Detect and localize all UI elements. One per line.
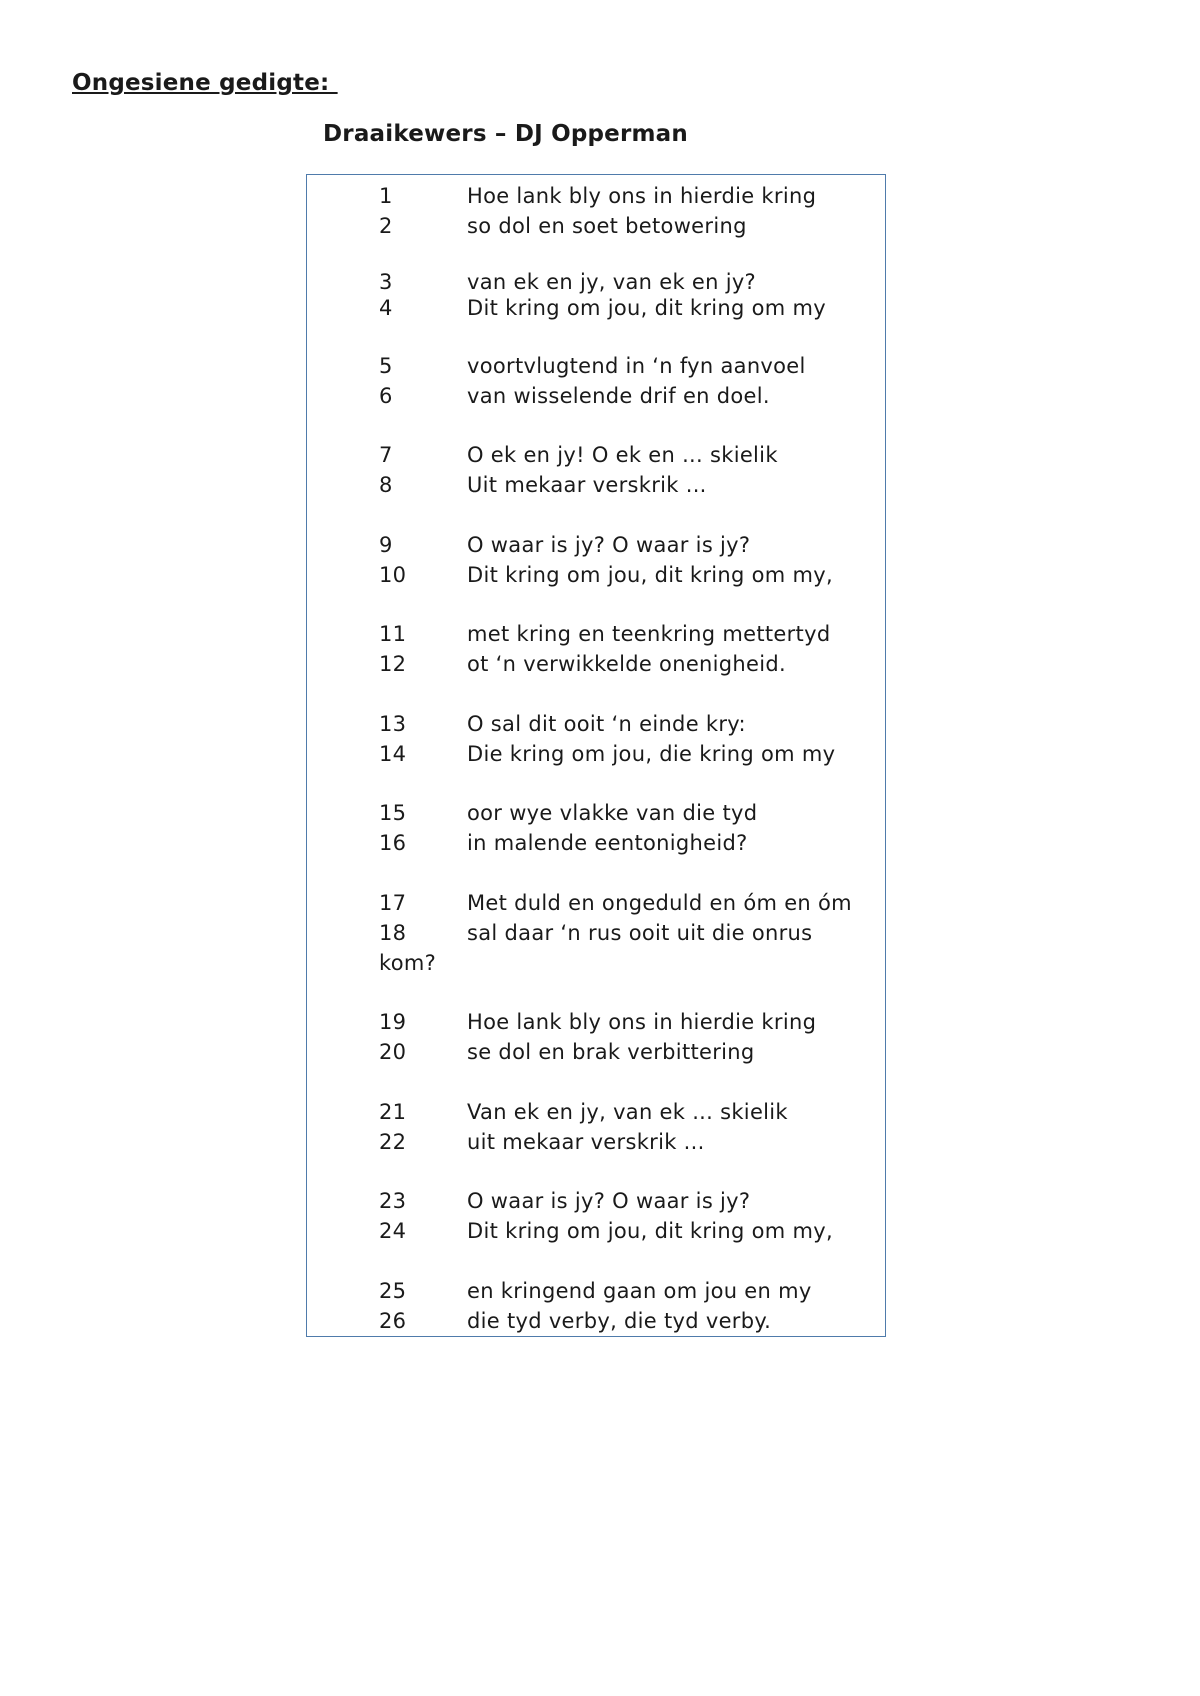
line-number: 23 — [379, 1189, 407, 1213]
verse-line — [379, 1306, 879, 1336]
line-number: 8 — [379, 473, 393, 497]
stanza-6 — [379, 619, 879, 679]
line-number: 2 — [379, 214, 393, 238]
line-number: 20 — [379, 1040, 407, 1064]
line-text: so dol en soet betowering — [467, 214, 747, 238]
line-number: 26 — [379, 1309, 407, 1333]
line-number: 24 — [379, 1219, 407, 1243]
line-text: en kringend gaan om jou en my — [467, 1279, 812, 1303]
line-text: voortvlugtend in ‘n fyn aanvoel — [467, 354, 806, 378]
line-text: van ek en jy, van ek en jy? — [467, 270, 757, 294]
line-number: 21 — [379, 1100, 407, 1124]
line-text: O waar is jy? O waar is jy? — [467, 533, 751, 557]
verse-line — [379, 293, 879, 323]
stanza-8 — [379, 798, 879, 858]
verse-line — [379, 1007, 879, 1037]
stanza-12 — [379, 1186, 879, 1246]
page-heading: Ongesiene gedigte: — [72, 70, 338, 96]
verse-line — [379, 351, 879, 381]
verse-line — [379, 1037, 879, 1067]
line-number: 3 — [379, 270, 393, 294]
line-text: Dit kring om jou, dit kring om my, — [467, 563, 833, 587]
stanza-11 — [379, 1097, 879, 1157]
line-text: met kring en teenkring mettertyd — [467, 622, 831, 646]
line-number: 17 — [379, 891, 407, 915]
line-number: 14 — [379, 742, 407, 766]
verse-line — [379, 1216, 879, 1246]
line-number: 11 — [379, 622, 407, 646]
line-text: ot ‘n verwikkelde onenigheid. — [467, 652, 786, 676]
stanza-5 — [379, 530, 879, 590]
line-number: 16 — [379, 831, 407, 855]
verse-line — [379, 739, 879, 769]
line-text: Van ek en jy, van ek ... skielik — [467, 1100, 788, 1124]
verse-line — [379, 181, 879, 211]
verse-line — [379, 560, 879, 590]
verse-line — [379, 709, 879, 739]
line-text: Met duld en ongeduld en óm en óm — [467, 891, 852, 915]
verse-line — [379, 1186, 879, 1216]
line-number: 7 — [379, 443, 393, 467]
verse-line — [379, 828, 879, 858]
line-text: O sal dit ooit ‘n einde kry: — [467, 712, 746, 736]
verse-line — [379, 649, 879, 679]
line-text: O ek en jy! O ek en ... skielik — [467, 443, 778, 467]
verse-line — [379, 530, 879, 560]
verse-line — [379, 470, 879, 500]
line-number: 6 — [379, 384, 393, 408]
verse-line — [379, 1127, 879, 1157]
verse-line — [379, 888, 879, 918]
verse-line — [379, 440, 879, 470]
verse-line — [379, 619, 879, 649]
line-number: 9 — [379, 533, 393, 557]
line-number: 19 — [379, 1010, 407, 1034]
line-text: Die kring om jou, die kring om my — [467, 742, 836, 766]
line-text: Dit kring om jou, dit kring om my, — [467, 1219, 833, 1243]
stanza-7 — [379, 709, 879, 769]
poem-box — [306, 174, 886, 1337]
line-text: oor wye vlakke van die tyd — [467, 801, 758, 825]
line-text: van wisselende drif en doel. — [467, 384, 770, 408]
line-number: 10 — [379, 563, 407, 587]
verse-line — [379, 798, 879, 828]
stanza-9 — [379, 888, 879, 978]
line-number: 18 — [379, 921, 407, 945]
verse-line — [379, 1097, 879, 1127]
line-text: sal daar ‘n rus ooit uit die onrus — [467, 921, 813, 945]
line-text: Dit kring om jou, dit kring om my — [467, 296, 826, 320]
line-text: in malende eentonigheid? — [467, 831, 748, 855]
line-text: se dol en brak verbittering — [467, 1040, 755, 1064]
line-number: 13 — [379, 712, 407, 736]
line-text: Uit mekaar verskrik ... — [467, 473, 707, 497]
line-number: 15 — [379, 801, 407, 825]
line-number: 1 — [379, 184, 393, 208]
line-text: Hoe lank bly ons in hierdie kring — [467, 184, 817, 208]
verse-line — [379, 918, 879, 948]
line-number: 5 — [379, 354, 393, 378]
stanza-2 — [379, 267, 879, 323]
line-number: 4 — [379, 296, 393, 320]
line-text: die tyd verby, die tyd verby. — [467, 1309, 772, 1333]
line-text: Hoe lank bly ons in hierdie kring — [467, 1010, 817, 1034]
verse-line — [379, 211, 879, 241]
verse-line — [379, 1276, 879, 1306]
line-text: uit mekaar verskrik ... — [467, 1130, 705, 1154]
verse-line — [379, 381, 879, 411]
line-number: 22 — [379, 1130, 407, 1154]
line-number: 12 — [379, 652, 407, 676]
stanza-10 — [379, 1007, 879, 1067]
poem-title: Draaikewers – DJ Opperman — [323, 121, 688, 147]
line-text: O waar is jy? O waar is jy? — [467, 1189, 751, 1213]
stanza-4 — [379, 440, 879, 500]
stanza-1 — [379, 181, 879, 241]
stanza-3 — [379, 351, 879, 411]
line-number: 25 — [379, 1279, 407, 1303]
line-text-wrap: kom? — [379, 951, 437, 975]
stanza-13 — [379, 1276, 879, 1336]
